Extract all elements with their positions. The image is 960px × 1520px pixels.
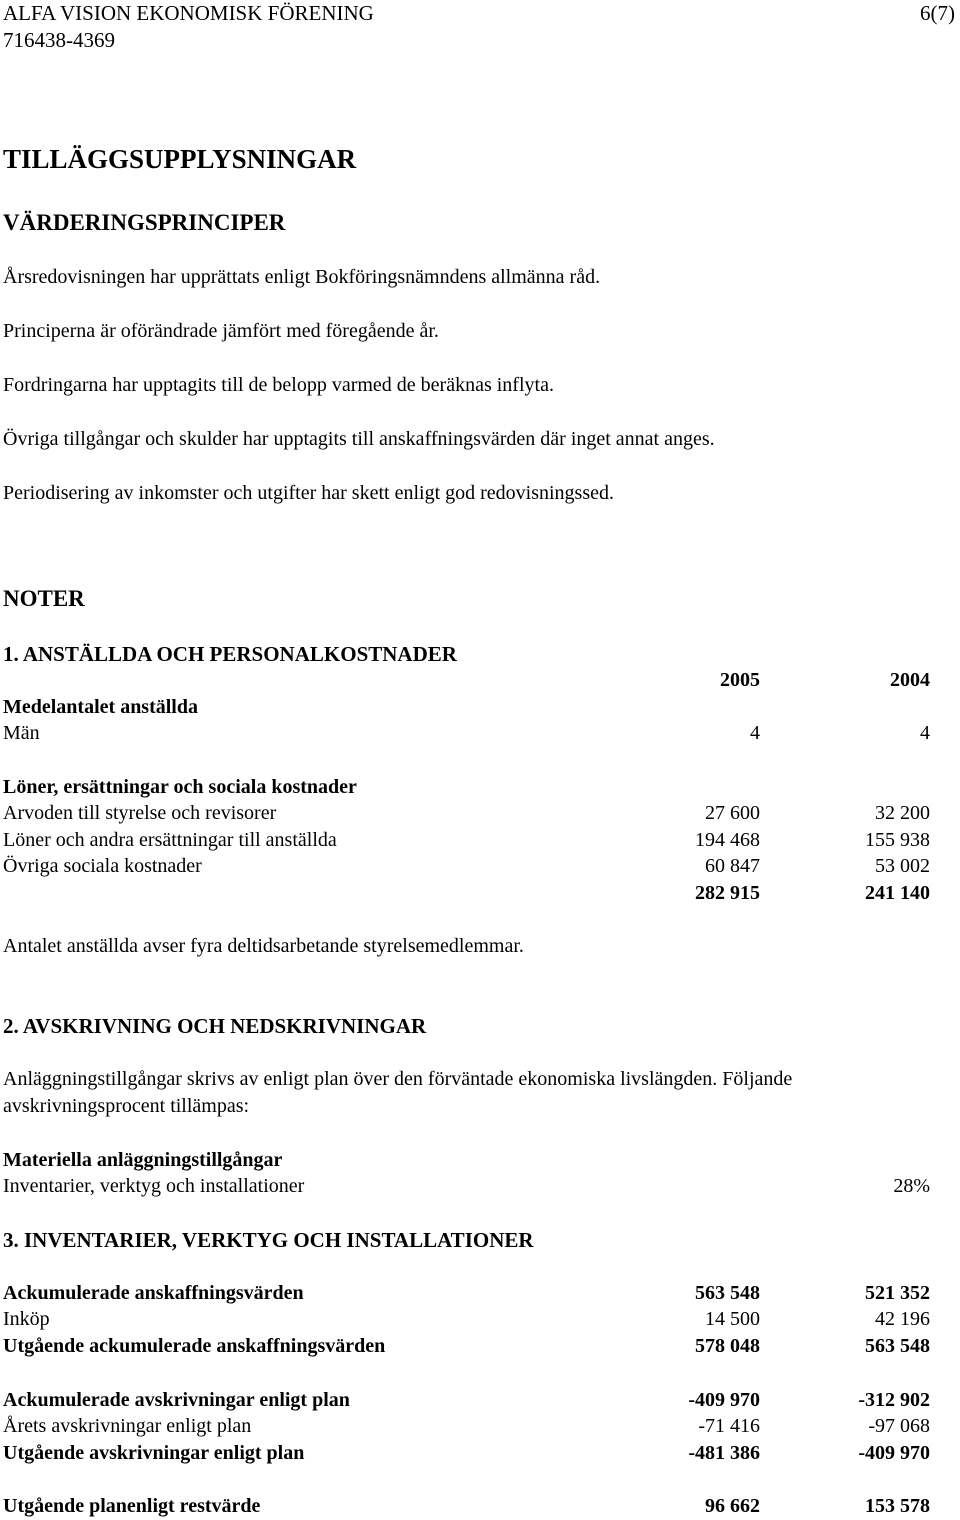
salary-row-2005: 60 847 [705, 855, 760, 877]
principles-heading: VÄRDERINGSPRINCIPER [3, 210, 286, 235]
note3-row-2005: 96 662 [705, 1495, 760, 1517]
note2-text-line: avskrivningsprocent tillämpas: [3, 1095, 250, 1117]
note1-heading: 1. ANSTÄLLDA OCH PERSONALKOSTNADER [3, 642, 457, 666]
principle-line: Årsredovisningen har upprättats enligt Bokföringsnämndens allmänna råd. [3, 266, 601, 288]
note3-row-label: Årets avskrivningar enligt plan [3, 1415, 252, 1437]
salary-row-2004: 53 002 [875, 855, 930, 877]
page-number: 6(7) [920, 1, 955, 25]
note3-row-2005: -409 970 [688, 1389, 760, 1411]
men-2005: 4 [750, 722, 760, 744]
note3-heading: 3. INVENTARIER, VERKTYG OCH INSTALLATIONER [3, 1228, 534, 1252]
salary-total-2005: 282 915 [695, 882, 760, 904]
note3-row-2004: 153 578 [865, 1495, 930, 1517]
salary-total-2004: 241 140 [865, 882, 930, 904]
salaries-heading: Löner, ersättningar och sociala kostnader [3, 776, 357, 798]
note3-row-label: Utgående ackumulerade anskaffningsvärden [3, 1335, 386, 1357]
note2-text-line: Anläggningstillgångar skrivs av enligt plan över den förväntade ekonomiska livslängden. Följande [3, 1068, 793, 1090]
note3-row-2004: 42 196 [875, 1308, 930, 1330]
note3-row-label: Ackumulerade anskaffningsvärden [3, 1282, 304, 1304]
salary-row-2005: 27 600 [705, 802, 760, 824]
note3-row-2004: -312 902 [858, 1389, 930, 1411]
note3-row-2005: -481 386 [688, 1442, 760, 1464]
note3-row-2004: 521 352 [865, 1282, 930, 1304]
note3-row-2004: -97 068 [868, 1415, 930, 1437]
avg-employees-heading: Medelantalet anställda [3, 696, 198, 718]
note3-row-2005: 14 500 [705, 1308, 760, 1330]
salary-row-label: Löner och andra ersättningar till anställda [3, 829, 337, 851]
principle-line: Principerna är oförändrade jämfört med föregående år. [3, 320, 439, 342]
year-column-2005: 2005 [720, 669, 760, 691]
note3-row-2005: 578 048 [695, 1335, 760, 1357]
depreciation-rate: 28% [893, 1175, 930, 1197]
note2-subheading: Materiella anläggningstillgångar [3, 1149, 283, 1171]
principle-line: Periodisering av inkomster och utgifter har skett enligt god redovisningssed. [3, 482, 614, 504]
note3-row-2004: -409 970 [858, 1442, 930, 1464]
men-label: Män [3, 722, 40, 744]
salary-row-label: Arvoden till styrelse och revisorer [3, 802, 277, 824]
salary-row-label: Övriga sociala kostnader [3, 855, 202, 877]
page-title: TILLÄGGSUPPLYSNINGAR [3, 144, 357, 174]
note3-row-label: Ackumulerade avskrivningar enligt plan [3, 1389, 350, 1411]
year-column-2004: 2004 [890, 669, 930, 691]
organization-number: 716438-4369 [3, 28, 115, 52]
principle-line: Fordringarna har upptagits till de belopp varmed de beräknas inflyta. [3, 374, 554, 396]
depreciation-row-label: Inventarier, verktyg och installationer [3, 1175, 305, 1197]
note3-row-2005: -71 416 [698, 1415, 760, 1437]
principle-line: Övriga tillgångar och skulder har upptagits till anskaffningsvärden där inget annat anges. [3, 428, 715, 450]
salary-row-2005: 194 468 [695, 829, 760, 851]
note1-footnote: Antalet anställda avser fyra deltidsarbetande styrelsemedlemmar. [3, 935, 524, 957]
note3-row-2004: 563 548 [865, 1335, 930, 1357]
note3-row-2005: 563 548 [695, 1282, 760, 1304]
note3-row-label: Inköp [3, 1308, 50, 1330]
notes-heading: NOTER [3, 586, 85, 611]
note3-row-label: Utgående avskrivningar enligt plan [3, 1442, 305, 1464]
note2-heading: 2. AVSKRIVNING OCH NEDSKRIVNINGAR [3, 1014, 427, 1038]
organization-name: ALFA VISION EKONOMISK FÖRENING [3, 1, 374, 25]
note3-row-label: Utgående planenligt restvärde [3, 1495, 261, 1517]
men-2004: 4 [920, 722, 930, 744]
salary-row-2004: 32 200 [875, 802, 930, 824]
salary-row-2004: 155 938 [865, 829, 930, 851]
